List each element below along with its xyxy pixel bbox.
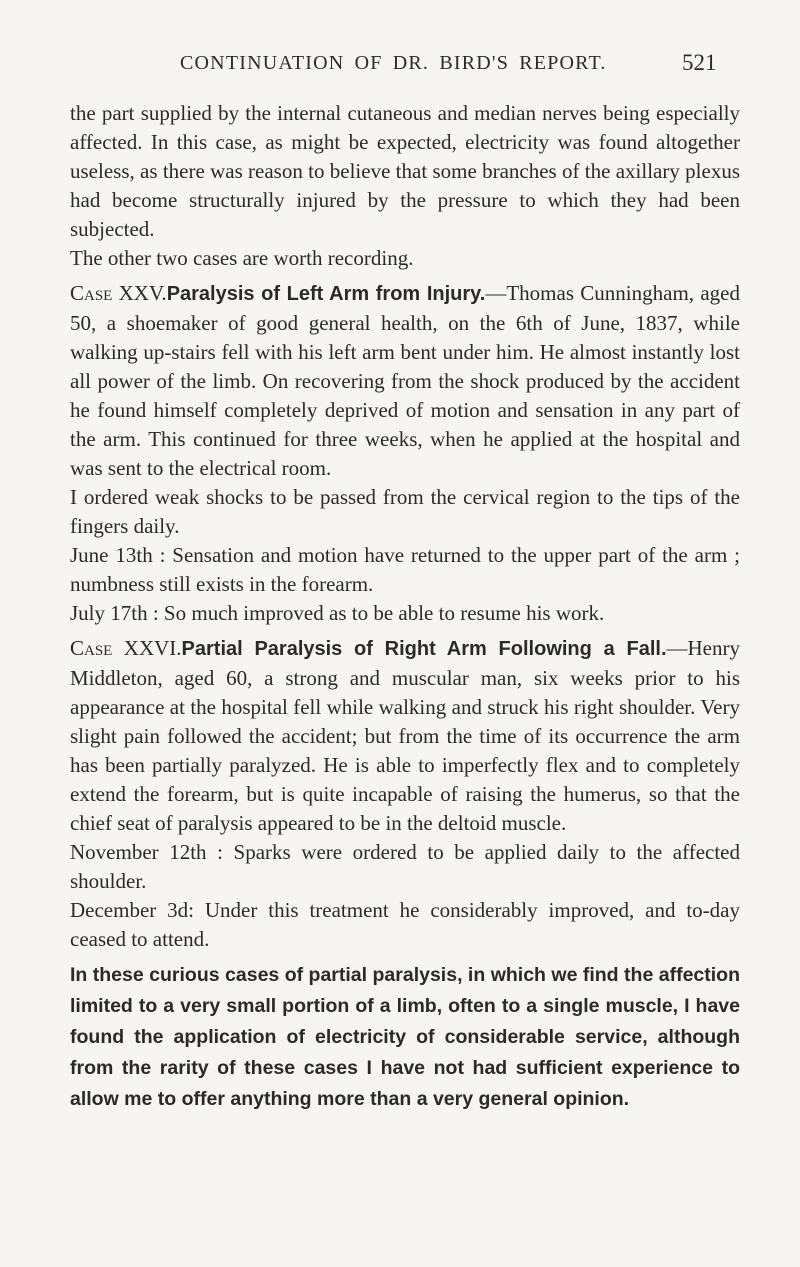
paragraph-june-13-note: June 13th : Sensation and motion have returned to the upper part of the arm ; numbness still exists in the forearm.	[70, 543, 740, 596]
paragraph-other-cases-intro: The other two cases are worth recording.	[70, 246, 414, 270]
case-25-paragraph	[70, 279, 740, 483]
body-text	[70, 99, 740, 1115]
case-25-body: —Thomas Cunningham, aged 50, a shoemaker of good general health, on the 6th of June, 1837, while walking up-stairs fell with his left arm bent under him. He almost instantly lost all power of the limb. On recovering from the shock produced by the accident he found himself completely deprived of motion and sensation in any part of the arm. This continued for three weeks, when he applied at the hospital and was sent to the electrical room.	[70, 281, 740, 480]
paragraph-december-3-note: December 3d: Under this treatment he considerably improved, and to-day ceased to attend.	[70, 898, 740, 951]
case-26-body: —Henry Middleton, aged 60, a strong and muscular man, six weeks prior to his appearance at the hospital fell while walking and struck his right shoulder. Very slight pain followed the accident; but from the time of its occurrence the arm has been partially paralyzed. He is able to imperfectly flex and to completely extend the forearm, but is quite incapable of raising the humerus, so that the chief seat of paralysis appeared to be in the deltoid muscle.	[70, 636, 740, 835]
case-25-label: Case XXV.	[70, 281, 167, 305]
page-number: 521	[682, 50, 717, 75]
case-26-label: Case XXVI.	[70, 636, 182, 660]
paragraph-november-12-note: November 12th : Sparks were ordered to be applied daily to the affected shoulder.	[70, 840, 740, 893]
case-26-paragraph	[70, 634, 740, 838]
case-25-heading: Paralysis of Left Arm from Injury.	[166, 283, 486, 305]
running-title: CONTINUATION OF DR. BIRD'S REPORT.	[180, 52, 607, 74]
paragraph-treatment-order: I ordered weak shocks to be passed from the cervical region to the tips of the fingers daily.	[70, 485, 740, 538]
paragraph-july-17-note: July 17th : So much improved as to be able to resume his work.	[70, 601, 605, 625]
paragraph-closing-remarks: In these curious cases of partial paralysis, in which we find the affection limited to a very small portion of a limb, often to a single muscle, I have found the application of electricity of considerable service, although from the rarity of these cases I have not had sufficient experience to allow me to offer anything more than a very general opinion.	[70, 964, 740, 1110]
paragraph-nerve-case-conclusion: the part supplied by the internal cutaneous and median nerves being especially affected. In this case, as might be expected, electricity was found altogether useless, as there was reason to believe that some branches of the axillary plexus had become structurally injured by the pressure to which they had been subjected.	[70, 101, 740, 241]
case-26-heading: Partial Paralysis of Right Arm Following a Fall.	[181, 638, 667, 660]
running-head	[0, 52, 800, 82]
